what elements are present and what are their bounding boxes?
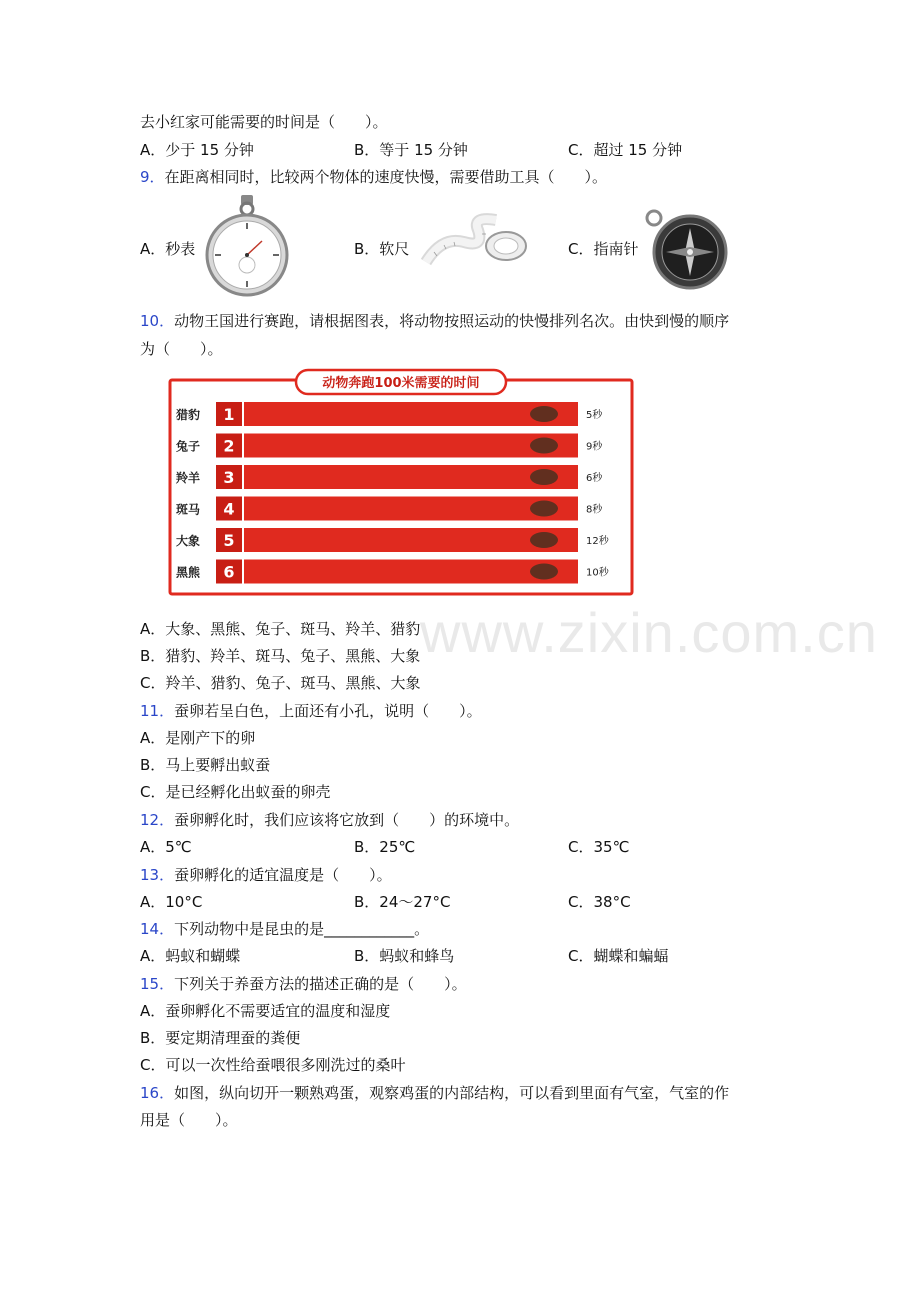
chart-title: 动物奔跑100米需要的时间 [322, 376, 480, 391]
q15-option-b: B．要定期清理蚕的粪便 [140, 1029, 301, 1047]
q8-continuation: 去小红家可能需要的时间是（ ）。 [140, 113, 388, 131]
animal-silhouette-icon [530, 406, 558, 422]
q12-option-a: A．5℃ [140, 838, 192, 856]
q13-question: 13．蚕卵孵化的适宜温度是（ ）。 [140, 866, 392, 884]
animal-silhouette-icon [530, 469, 558, 485]
chart-value-label: 6秒 [586, 473, 603, 484]
q11-option-b: B．马上要孵出蚁蚕 [140, 756, 271, 774]
q9-option-c: C．指南针 [568, 240, 639, 258]
chart-category-label: 大象 [176, 534, 201, 548]
q10-option-a: A．大象、黑熊、兔子、斑马、羚羊、猎豹 [140, 620, 421, 638]
q14-question: 14．下列动物中是昆虫的是____________。 [140, 920, 430, 938]
watermark-text: www.zixin.com.cn [420, 601, 878, 664]
chart-category-label: 猎豹 [176, 408, 201, 422]
q8-option-b: B．等于 15 分钟 [354, 141, 468, 159]
chart-rank-number: 6 [223, 562, 235, 582]
q10-question-line2: 为（ ）。 [140, 340, 223, 358]
q15-option-c: C．可以一次性给蚕喂很多刚洗过的桑叶 [140, 1056, 406, 1074]
chart-bar [244, 434, 578, 458]
chart-bar [244, 528, 578, 552]
q16-question-line1: 16．如图，纵向切开一颗熟鸡蛋，观察鸡蛋的内部结构，可以看到里面有气室，气室的作 [140, 1084, 730, 1102]
q10-option-b: B．猎豹、羚羊、斑马、兔子、黑熊、大象 [140, 647, 421, 665]
q8-option-c: C．超过 15 分钟 [568, 141, 683, 159]
q12-option-b: B．25℃ [354, 838, 416, 856]
chart-bar [244, 497, 578, 521]
chart-value-label: 12秒 [586, 536, 609, 547]
q14-option-a: A．蚂蚁和蝴蝶 [140, 947, 241, 965]
q16-question-line2: 用是（ ）。 [140, 1111, 238, 1129]
animal-silhouette-icon [530, 501, 558, 517]
chart-value-label: 10秒 [586, 567, 609, 579]
animal-silhouette-icon [530, 438, 558, 454]
q9-option-b: B．软尺 [354, 240, 410, 258]
chart-rank-number: 5 [223, 531, 235, 550]
chart-category-label: 斑马 [176, 502, 201, 517]
animal-silhouette-icon [530, 564, 558, 580]
q14-option-c: C．蝴蝶和蝙蝠 [568, 947, 669, 965]
chart-rank-number: 1 [223, 405, 235, 424]
running-time-chart [168, 368, 634, 596]
chart-category-label: 兔子 [176, 439, 201, 454]
chart-bar [244, 402, 578, 426]
chart-value-label: 5秒 [586, 410, 603, 421]
chart-rank-number: 4 [223, 499, 235, 519]
q14-option-b: B．蚂蚁和蜂鸟 [354, 947, 455, 965]
q8-option-a: A．少于 15 分钟 [140, 141, 254, 159]
animal-silhouette-icon [530, 532, 558, 548]
q11-option-a: A．是刚产下的卵 [140, 729, 256, 747]
chart-value-label: 8秒 [586, 504, 603, 516]
chart-bar [244, 465, 578, 489]
q10-question-line1: 10．动物王国进行赛跑，请根据图表，将动物按照运动的快慢排列名次。由快到慢的顺序 [140, 312, 730, 330]
chart-rank-number: 2 [223, 436, 235, 456]
stopwatch-icon [204, 193, 290, 301]
q9-question: 9．在距离相同时，比较两个物体的速度快慢，需要借助工具（ ）。 [140, 168, 608, 186]
tape-measure-icon [420, 212, 530, 276]
q9-option-a: A．秒表 [140, 240, 196, 258]
chart-bar [244, 560, 578, 584]
q12-option-c: C．35℃ [568, 838, 630, 856]
chart-rank-number: 3 [223, 468, 235, 487]
q13-option-a: A．10°C [140, 893, 203, 911]
chart-value-label: 9秒 [586, 441, 603, 453]
q11-option-c: C．是已经孵化出蚁蚕的卵壳 [140, 783, 331, 801]
q15-option-a: A．蚕卵孵化不需要适宜的温度和湿度 [140, 1002, 391, 1020]
chart-category-label: 羚羊 [176, 471, 201, 485]
q12-question: 12．蚕卵孵化时，我们应该将它放到（ ）的环境中。 [140, 811, 520, 829]
q13-option-b: B．24～27°C [354, 893, 451, 911]
compass-icon [644, 206, 730, 290]
q10-option-c: C．羚羊、猎豹、兔子、斑马、黑熊、大象 [140, 674, 421, 692]
q15-question: 15．下列关于养蚕方法的描述正确的是（ ）。 [140, 975, 467, 993]
chart-category-label: 黑熊 [176, 565, 201, 580]
q13-option-c: C．38°C [568, 893, 631, 911]
q11-question: 11．蚕卵若呈白色，上面还有小孔，说明（ ）。 [140, 702, 482, 720]
